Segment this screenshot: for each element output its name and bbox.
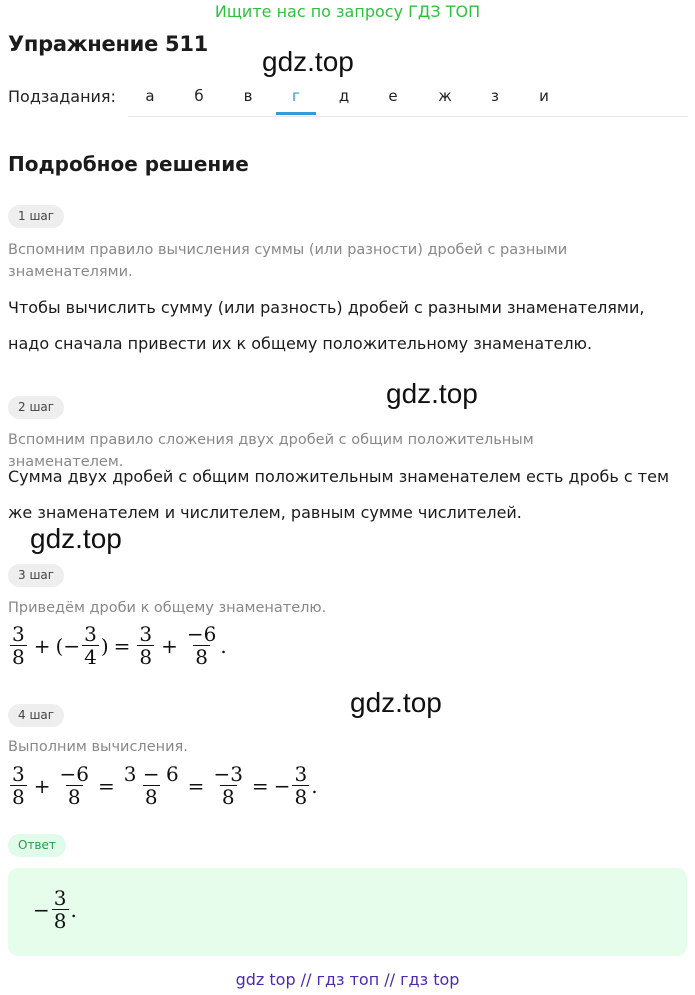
fraction: $\frac{3}{8}$ xyxy=(139,622,153,669)
fraction: $\frac{3}{8}$ xyxy=(12,622,25,669)
answer-box xyxy=(8,868,687,956)
step-badge: 4 шаг xyxy=(8,704,64,727)
subtask-tabs xyxy=(128,78,688,117)
fraction: $\frac{3}{4}$ xyxy=(84,622,97,669)
fraction: $\frac{3 - 6}{8}$ xyxy=(123,762,179,809)
subtask-tab-i[interactable]: и xyxy=(539,87,549,105)
step-4-formula: $\frac{3}{8}$ + $\frac{-6}{8}$ = $\frac{3 - 6}{8}$ = $\frac{-3}{8}$ = − $\frac{3}{8}$ . xyxy=(12,762,318,809)
subtask-tab-v[interactable]: в xyxy=(243,87,253,105)
subtasks-label: Подзадания: xyxy=(8,87,116,106)
subtask-tab-z[interactable]: з xyxy=(491,87,499,105)
watermark: gdz.top xyxy=(30,523,122,554)
subtask-tab-zh[interactable]: ж xyxy=(438,87,452,105)
fraction: $\frac{-6}{8}$ xyxy=(186,622,217,669)
fraction: $\frac{-3}{8}$ xyxy=(213,762,243,809)
step-3-formula: $\frac{3}{8}$ + ( − $\frac{3}{4}$ ) = $\frac{3}{8}$ + $\frac{-6}{8}$ . xyxy=(12,622,227,669)
fraction: $\frac{3}{8}$ xyxy=(53,886,67,933)
step-badge: 1 шаг xyxy=(8,205,64,228)
fraction: $\frac{3}{8}$ xyxy=(12,762,25,809)
subtask-tab-d[interactable]: д xyxy=(338,87,350,105)
step-text: Чтобы вычислить сумму (или разность) дробей с разными знаменателями, надо сначала привести их к общему положительному знаменателю. xyxy=(8,298,645,353)
step-hint: Вспомним правило вычисления суммы (или разности) дробей с разными знаменателями. xyxy=(8,242,568,280)
subtask-tab-b[interactable]: б xyxy=(194,87,204,105)
subtask-tab-e[interactable]: е xyxy=(388,87,398,105)
watermark: gdz.top xyxy=(350,687,442,718)
answer-formula: − $\frac{3}{8}$ . xyxy=(33,886,77,933)
fraction: $\frac{3}{8}$ xyxy=(294,762,308,809)
exercise-title: Упражнение 511 xyxy=(8,32,208,56)
fraction: $\frac{-6}{8}$ xyxy=(59,762,89,809)
step-hint: Вспомним правило сложения двух дробей с общим положительным знаменателем. xyxy=(8,432,534,470)
subtask-tab-a[interactable]: а xyxy=(145,87,155,105)
footer-links[interactable]: gdz top // гдз топ // гдз top xyxy=(235,970,460,989)
section-title: Подробное решение xyxy=(8,152,249,176)
step-hint: Приведём дроби к общему знаменателю. xyxy=(8,600,327,616)
top-banner: Ищите нас по запросу ГДЗ ТОП xyxy=(214,2,481,21)
subtask-tab-g[interactable]: г xyxy=(276,78,316,115)
answer-badge: Ответ xyxy=(8,834,66,857)
step-badge: 2 шаг xyxy=(8,396,64,419)
step-hint: Выполним вычисления. xyxy=(8,739,188,755)
watermark: gdz.top xyxy=(262,46,354,77)
watermark: gdz.top xyxy=(386,378,478,409)
step-badge: 3 шаг xyxy=(8,564,64,587)
step-text: Сумма двух дробей с общим положительным знаменателем есть дробь с тем же знаменателем и числителем, равным сумме числителей. xyxy=(8,467,670,522)
